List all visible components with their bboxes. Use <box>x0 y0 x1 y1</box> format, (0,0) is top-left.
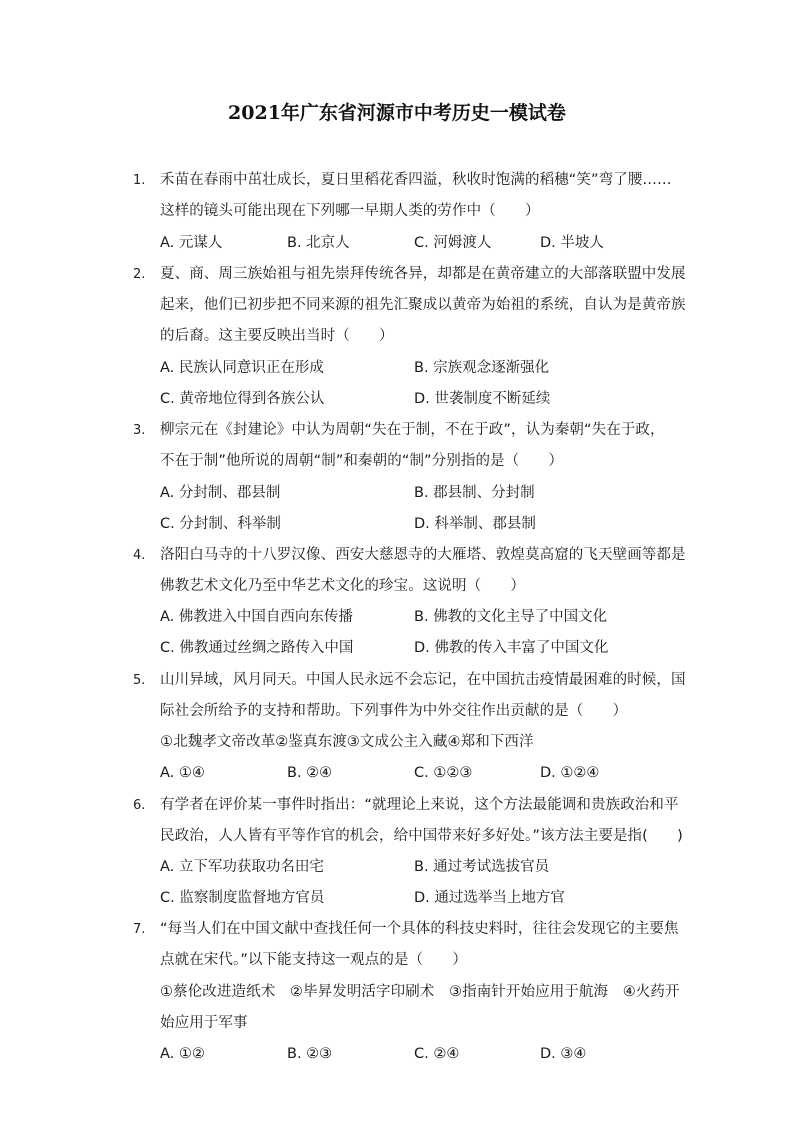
question-text-line: “每当人们在中国文献中查找任何一个具体的科技史料时，往往会发现它的主要焦 <box>160 921 679 937</box>
option-b: B. ②④ <box>287 765 333 781</box>
question-text-line: 禾苗在春雨中茁壮成长，夏日里稻花香四溢，秋收时饱满的稻穗“笑”弯了腰…… <box>160 172 672 188</box>
option-a: A. ①④ <box>160 765 205 781</box>
option-d: D. 佛教的传入丰富了中国文化 <box>414 640 609 656</box>
question-number: 4. <box>133 548 146 563</box>
question-text-line: 洛阳白马寺的十八罗汉像、西安大慈恩寺的大雁塔、敦煌莫高窟的飞天壁画等都是 <box>160 547 686 563</box>
question-number: 7. <box>133 922 146 937</box>
question-text-line: 起来，他们已初步把不同来源的祖先汇聚成以黄帝为始祖的系统，自认为是黄帝族 <box>160 297 686 313</box>
question-text-line: 夏、商、周三族始祖与祖先崇拜传统各异，却都是在黄帝建立的大部落联盟中发展 <box>160 266 686 282</box>
question-text-line: 柳宗元在《封建论》中认为周朝“失在于制，不在于政”，认为秦朝“失在于政， <box>160 422 665 438</box>
option-a: A. 元谋人 <box>160 235 223 251</box>
question-text-line: 不在于制”他所说的周朝“制”和秦朝的“制”分别指的是（ ） <box>160 453 564 469</box>
question-text-line: 际社会所给予的支持和帮助。下列事件为中外交往作出贡献的是（ ） <box>160 703 628 719</box>
question-text-line: ①蔡伦改进造纸术 ②毕昇发明活字印刷术 ③指南针开始应用于航海 ④火药开 <box>160 984 680 1000</box>
question-number: 5. <box>133 673 146 688</box>
question-number: 1. <box>133 173 146 188</box>
option-d: D. 通过选举当上地方官 <box>414 890 565 906</box>
option-b: B. 北京人 <box>287 235 350 251</box>
option-c: C. 佛教通过丝绸之路传入中国 <box>160 640 354 656</box>
option-c: C. 黄帝地位得到各族公认 <box>160 391 325 407</box>
option-d: D. ①②④ <box>540 765 600 781</box>
page-title: 2021年广东省河源市中考历史一模试卷 <box>228 102 566 124</box>
question-text-line: 点就在宋代。”以下能支持这一观点的是（ ） <box>160 952 467 968</box>
option-b: B. ②③ <box>287 1046 333 1062</box>
option-a: A. 民族认同意识正在形成 <box>160 360 324 376</box>
option-c: C. 河姆渡人 <box>414 235 492 251</box>
question-text-line: 的后裔。这主要反映出当时（ ） <box>160 328 394 344</box>
option-a: A. ①② <box>160 1046 205 1062</box>
option-c: C. ②④ <box>414 1046 460 1062</box>
option-b: B. 宗族观念逐渐强化 <box>414 360 550 376</box>
question-text-line: 这样的镜头可能出现在下列哪一早期人类的劳作中（ ） <box>160 203 540 219</box>
question-text-line: 始应用于军事 <box>160 1015 248 1031</box>
option-a: A. 佛教进入中国自西向东传播 <box>160 609 353 625</box>
question-number: 6. <box>133 798 146 813</box>
question-text-line: 佛教艺术文化乃至中华艺术文化的珍宝。这说明（ ） <box>160 578 525 594</box>
option-c: C. 监察制度监督地方官员 <box>160 890 325 906</box>
option-b: B. 佛教的文化主导了中国文化 <box>414 609 608 625</box>
question-text-line: 有学者在评价某一事件时指出：“就理论上来说，这个方法最能调和贵族政治和平 <box>160 797 679 813</box>
option-c: C. ①②③ <box>414 765 473 781</box>
option-d: D. 世袭制度不断延续 <box>414 391 551 407</box>
question-text-line: 山川异域，风月同天。中国人民永远不会忘记，在中国抗击疫情最困难的时候，国 <box>160 672 686 688</box>
option-a: A. 分封制、郡县制 <box>160 485 281 501</box>
option-d: D. 半坡人 <box>540 235 604 251</box>
option-d: D. 科举制、郡县制 <box>414 516 536 532</box>
question-number: 3. <box>133 423 146 438</box>
option-b: B. 通过考试选拔官员 <box>414 859 550 875</box>
option-c: C. 分封制、科举制 <box>160 516 281 532</box>
question-text-line: ①北魏孝文帝改革②鉴真东渡③文成公主入藏④郑和下西洋 <box>160 734 534 750</box>
question-number: 2. <box>133 267 146 282</box>
option-a: A. 立下军功获取功名田宅 <box>160 859 324 875</box>
question-text-line: 民政治，人人皆有平等作官的机会，给中国带来好多好处。”该方法主要是指( ) <box>160 828 683 844</box>
option-b: B. 郡县制、分封制 <box>414 485 535 501</box>
option-d: D. ③④ <box>540 1046 587 1062</box>
